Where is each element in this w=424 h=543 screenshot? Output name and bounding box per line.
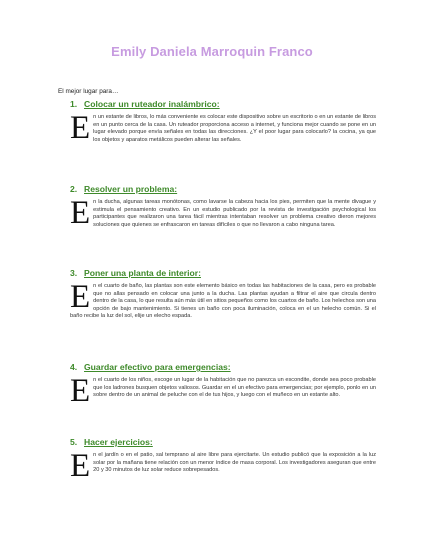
section-heading-text: Guardar efectivo para emergencias: (84, 362, 231, 372)
section-number: 1. (70, 99, 78, 109)
section-heading-text: Hacer ejercicios: (84, 437, 153, 447)
section-body (70, 373, 376, 409)
section-paragraph: n un estante de libros, lo más conveniente es colocar este dispositivo sobre un escritorio o en un estante de libros en un punto cerca de la casa. Un ruteador proporciona acceso a internet, y funciona mejor cuando se pone en un lugar elevado porque envía señales en todas las direcciones. ¿Y el poor lugar para colocarlo? la cocina, ya que los objetos y aparatos metálicos pueden alterar las señales. (93, 114, 376, 143)
section-number: 2. (70, 184, 78, 194)
intro-text: El mejor lugar para… (58, 88, 119, 95)
section-body (70, 195, 376, 231)
section-heading (70, 268, 376, 279)
section-heading-text: Colocar un ruteador inalámbrico: (84, 99, 220, 109)
section-5 (70, 437, 376, 484)
drop-cap: E (70, 110, 91, 146)
section-body (70, 110, 376, 146)
section-heading (70, 437, 376, 448)
drop-cap: E (70, 373, 91, 409)
section-number: 3. (70, 268, 78, 278)
drop-cap: E (70, 279, 91, 315)
drop-cap: E (70, 195, 91, 231)
section-paragraph: n la ducha, algunas tareas monótonas, como lavarse la cabeza hacia los pies, permiten que la mente divague y estimula el pensamiento creativo. En un estudio publicado por la revista de investigación psychological los participantes que realizaron una tarea fácil mientras intentaban resolver un problema creativo dieron mejores soluciones que quienes se enfrascaron en tareas difíciles o que no llevaron a cabo ninguna tarea. (93, 199, 376, 228)
section-number: 5. (70, 437, 78, 447)
section-heading-text: Poner una planta de interior: (84, 268, 201, 278)
document-title: Emily Daniela Marroquin Franco (111, 44, 313, 59)
drop-cap: E (70, 448, 91, 484)
section-paragraph: n el cuarto de baño, las plantas son este elemento básico en todas las habitaciones de la casa, pero es probable que no allas pensado en colocar una junto a la ducha. Las plantas ayudan a filtrar el aire que circula dentro dentro de la casa, lo que resulta aún más útil en sitios pequeños como los cuartos de baño. Los helechos son una opción de bajo mantenimiento. Si tienes un baño con poca iluminación, coloca en el un helecho común. Si el baño recibe la luz del sol, elije un elecho espada. (70, 283, 376, 320)
section-heading-text: Resolver un problema: (84, 184, 178, 194)
section-heading (70, 184, 376, 195)
section-paragraph: n el cuarto de los niños, escoge un lugar de la habitación que no parezca un escondite, donde sea poco probable que los ladrones busquen objetos valiosos. Guardar en el un efectivo para emergencias; por ejemplo, ponlo en un sobre dentro de un animal de peluche con el de tus hijos, y luego con el muñeco en un estante alto. (93, 377, 376, 399)
section-4 (70, 362, 376, 409)
section-3 (70, 268, 376, 321)
section-number: 4. (70, 362, 78, 372)
section-1 (70, 99, 376, 144)
section-body (70, 448, 376, 484)
section-2 (70, 184, 376, 229)
section-body (70, 279, 376, 321)
section-paragraph: n el jardín o en el patio, sal temprano al aire libre para ejercitarte. Un estudio publicó que la exposición a la luz solar por la mañana tiene relación con un menor índice de masa corporal. Los investigadores aseguran que entre 20 y 30 minutos de luz solar reduce sobrepesados. (93, 452, 376, 474)
section-heading (70, 99, 376, 110)
section-heading (70, 362, 376, 373)
